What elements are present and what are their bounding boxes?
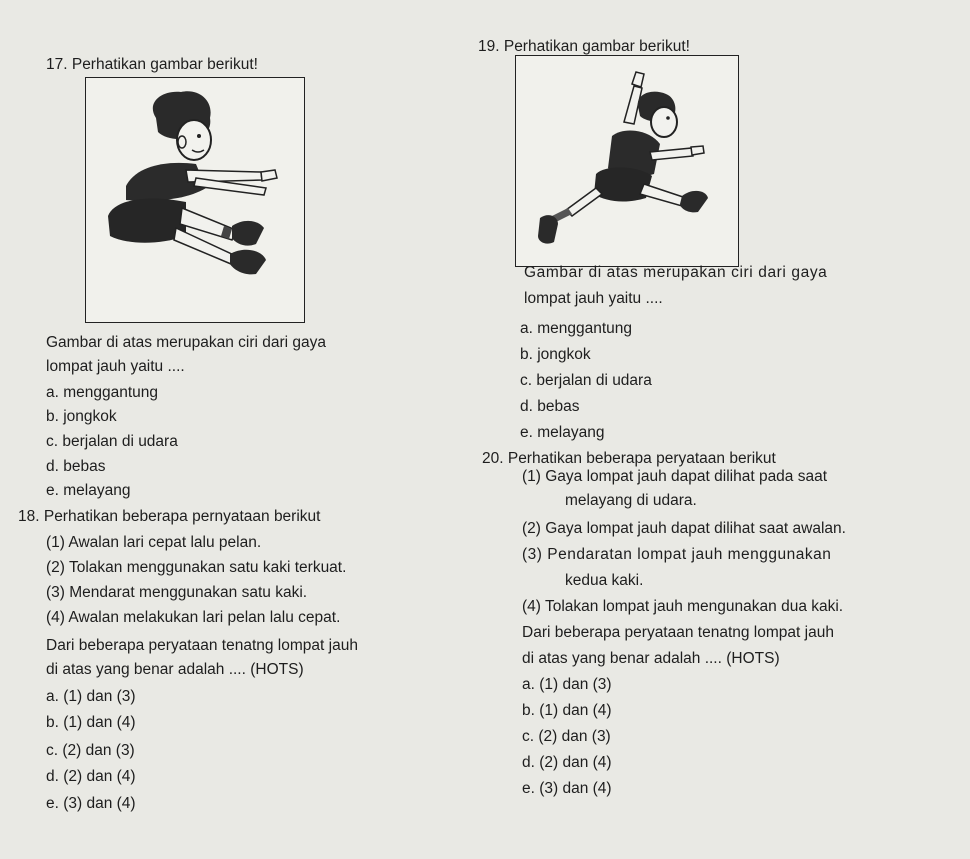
- q18-option-c[interactable]: c. (2) dan (3): [46, 742, 135, 759]
- q20-statement-4: (4) Tolakan lompat jauh mengunakan dua kaki.: [522, 598, 844, 615]
- q17-option-c[interactable]: c. berjalan di udara: [46, 433, 178, 450]
- q20-statement-1-line2: melayang di udara.: [565, 492, 697, 509]
- q17-option-d[interactable]: d. bebas: [46, 458, 106, 475]
- q20-option-b[interactable]: b. (1) dan (4): [522, 702, 612, 719]
- q19-stem-line1: Gambar di atas merupakan ciri dari gaya: [524, 264, 828, 281]
- q20-option-c[interactable]: c. (2) dan (3): [522, 728, 611, 745]
- q18-option-e[interactable]: e. (3) dan (4): [46, 795, 136, 812]
- q20-option-e[interactable]: e. (3) dan (4): [522, 780, 612, 797]
- q20-heading: 20. Perhatikan beberapa peryataan berikut: [482, 450, 776, 467]
- q18-statement-1: (1) Awalan lari cepat lalu pelan.: [46, 534, 262, 551]
- q18-statement-4: (4) Awalan melakukan lari pelan lalu cepat.: [46, 609, 341, 626]
- q18-statement-2: (2) Tolakan menggunakan satu kaki terkuat.: [46, 559, 347, 576]
- walk-in-air-jumper-illustration: [516, 56, 738, 266]
- q19-option-c[interactable]: c. berjalan di udara: [520, 372, 652, 389]
- q19-option-d[interactable]: d. bebas: [520, 398, 580, 415]
- q20-statement-3-line2: kedua kaki.: [565, 572, 644, 589]
- q18-option-b[interactable]: b. (1) dan (4): [46, 714, 136, 731]
- q17-figure-frame: [85, 77, 305, 323]
- q20-question-line1: Dari beberapa peryataan tenatng lompat jauh: [522, 624, 834, 641]
- q20-statement-3-line1: (3) Pendaratan lompat jauh menggunakan: [522, 546, 832, 563]
- q18-option-d[interactable]: d. (2) dan (4): [46, 768, 136, 785]
- hang-style-jumper-illustration: [86, 78, 304, 322]
- q17-stem-line2: lompat jauh yaitu ....: [46, 358, 185, 375]
- q19-figure-frame: [515, 55, 739, 267]
- q20-statement-1-line1: (1) Gaya lompat jauh dapat dilihat pada saat: [522, 468, 828, 485]
- q19-option-b[interactable]: b. jongkok: [520, 346, 591, 363]
- q19-option-a[interactable]: a. menggantung: [520, 320, 633, 337]
- q18-question-line2: di atas yang benar adalah .... (HOTS): [46, 661, 304, 678]
- q20-question-line2: di atas yang benar adalah .... (HOTS): [522, 650, 780, 667]
- q17-option-e[interactable]: e. melayang: [46, 482, 131, 499]
- q18-option-a[interactable]: a. (1) dan (3): [46, 688, 136, 705]
- q20-option-d[interactable]: d. (2) dan (4): [522, 754, 612, 771]
- q19-heading: 19. Perhatikan gambar berikut!: [478, 38, 690, 55]
- q18-heading: 18. Perhatikan beberapa pernyataan berikut: [18, 508, 321, 525]
- q17-stem-line1: Gambar di atas merupakan ciri dari gaya: [46, 334, 326, 351]
- q17-option-a[interactable]: a. menggantung: [46, 384, 159, 401]
- q18-statement-3: (3) Mendarat menggunakan satu kaki.: [46, 584, 308, 601]
- q20-statement-2: (2) Gaya lompat jauh dapat dilihat saat awalan.: [522, 520, 846, 537]
- q19-stem-line2: lompat jauh yaitu ....: [524, 290, 663, 307]
- q17-heading: 17. Perhatikan gambar berikut!: [46, 56, 258, 73]
- q20-option-a[interactable]: a. (1) dan (3): [522, 676, 612, 693]
- q17-option-b[interactable]: b. jongkok: [46, 408, 117, 425]
- q19-option-e[interactable]: e. melayang: [520, 424, 605, 441]
- q18-question-line1: Dari beberapa peryataan tenatng lompat jauh: [46, 637, 358, 654]
